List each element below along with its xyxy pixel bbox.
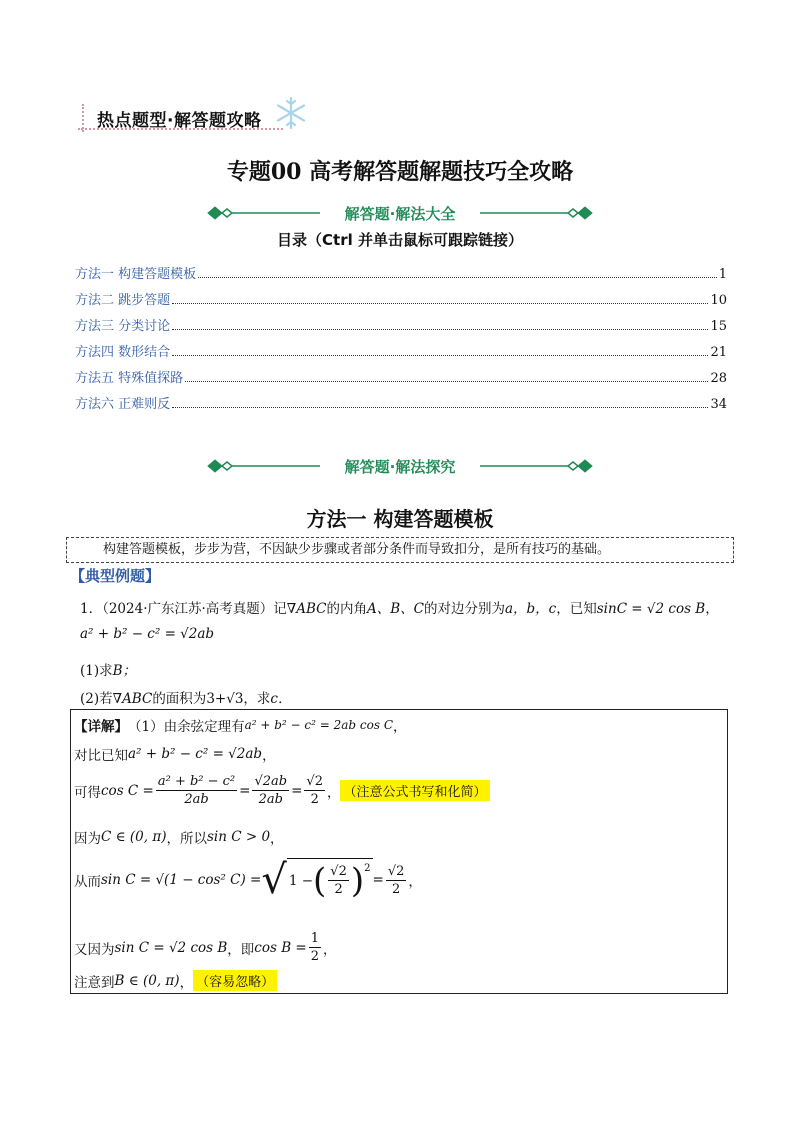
frac-den: 2 xyxy=(310,792,319,807)
q-text: 记 xyxy=(273,601,287,617)
question-part-2: (2)若∇ABC的面积为3+√3，求c． xyxy=(80,691,292,707)
fraction xyxy=(328,863,349,898)
snowflake-icon xyxy=(273,95,309,131)
q-text: (2)若 xyxy=(80,691,113,707)
intro-box xyxy=(66,537,734,563)
sol-formula: sin C > 0 xyxy=(206,829,271,845)
q-text: (1)求 xyxy=(80,663,113,679)
q-var: ABC xyxy=(296,601,327,617)
solution-line-1: 【详解】 （1）由余弦定理有 a² + b² − c² = 2ab cos C ， xyxy=(74,715,407,735)
solution-line-7: 注意到 B ∈ (0, π) ， （容易忽略） xyxy=(74,970,277,991)
toc-item-method4[interactable] xyxy=(75,334,727,360)
radical-sign: √ xyxy=(261,857,287,903)
sol-formula: a² + b² − c² = √2ab xyxy=(128,746,263,762)
question-line-1: 1．（2024·广东江苏·高考真题）记∇ABC的内角A、B、C的对边分别为a，b，c，已知sinC = √2 cos B， xyxy=(80,601,719,617)
q-formula: a² + b² − c² = √2ab xyxy=(80,626,215,642)
header-underline xyxy=(78,128,283,130)
frac-num: 1 xyxy=(310,931,319,946)
toc-title: 目录（Ctrl 并单击鼠标可跟踪链接） xyxy=(277,231,523,249)
sol-text: ，所以 xyxy=(166,831,207,847)
sqrt-inner xyxy=(287,858,373,902)
banner-text: 解答题·解法探究 xyxy=(344,458,456,476)
sol-formula: sin C = √(1 − cos² C) = xyxy=(101,872,262,888)
frac-den: 2 xyxy=(391,881,401,897)
fraction xyxy=(309,930,321,965)
paren: ( xyxy=(313,860,327,901)
sol-formula: sin C = √2 cos B xyxy=(114,939,228,956)
q-var: c． xyxy=(270,691,292,707)
sol-formula: 1 − xyxy=(288,872,314,889)
toc-label[interactable]: 方法六 正难则反 xyxy=(75,397,171,412)
toc-item-method1[interactable] xyxy=(75,256,727,282)
sol-formula: cos B = xyxy=(254,939,307,956)
sol-text: 注意到 xyxy=(74,974,115,991)
toc-leader xyxy=(172,355,708,356)
toc-page: 15 xyxy=(710,319,727,334)
fraction xyxy=(304,773,325,808)
sol-formula: C ∈ (0, π) xyxy=(101,829,167,845)
typical-examples-label: 【典型例题】 xyxy=(70,567,161,585)
solution-label: 【详解】 xyxy=(74,719,128,735)
toc-leader xyxy=(185,381,708,382)
q-var: B； xyxy=(112,663,137,679)
intro-text: 构建答题模板，步步为营，不因缺少步骤或者部分条件而导致扣分，是所有技巧的基础。 xyxy=(103,542,611,557)
toc-label[interactable]: 方法五 特殊值探路 xyxy=(75,371,184,386)
toc-leader xyxy=(172,303,708,304)
toc-label[interactable]: 方法一 构建答题模板 xyxy=(75,267,197,282)
sol-text: 从而 xyxy=(74,874,101,890)
toc-item-method6[interactable] xyxy=(75,386,727,412)
question-line-2 xyxy=(80,626,214,642)
section-title: 方法一 构建答题模板 xyxy=(306,507,494,531)
question-number: 1． xyxy=(80,601,103,617)
question-source: （2024·广东江苏·高考真题） xyxy=(102,601,274,617)
sol-text: 又因为 xyxy=(74,941,115,958)
solution-line-3: 可得 cos C = $\frac{\text{a² + b² − c²}}{2ab}$ = $\frac{√2ab}{2ab}$ = $\frac{√2}{2}$ ， （注意公式书写和化简） xyxy=(74,773,490,808)
frac-num: √2 xyxy=(387,863,405,879)
toc-label[interactable]: 方法四 数形结合 xyxy=(75,345,171,360)
toc-page: 10 xyxy=(710,293,727,308)
q-text: 的内角 xyxy=(326,601,367,617)
q-var: ABC xyxy=(122,691,153,707)
toc-item-method5[interactable] xyxy=(75,360,727,386)
section-banner-methods xyxy=(200,201,600,225)
q-formula: sinC = √2 cos B xyxy=(596,601,706,617)
sol-text: （1）由余弦定理有 xyxy=(128,719,245,735)
toc-label[interactable]: 方法二 跳步答题 xyxy=(75,293,171,308)
solution-line-2: 对比已知 a² + b² − c² = √2ab ， xyxy=(74,746,276,764)
frac-num: √2ab xyxy=(254,774,288,789)
frac-num: √2 xyxy=(306,774,323,789)
fraction xyxy=(156,773,237,808)
sol-text: 对比已知 xyxy=(74,748,128,764)
q-text: ，已知 xyxy=(556,601,597,617)
frac-den: 2 xyxy=(334,882,343,897)
sol-text: 可得 xyxy=(74,784,101,801)
frac-den: 2ab xyxy=(258,792,283,807)
fraction xyxy=(252,773,289,808)
highlight-note: （容易忽略） xyxy=(193,970,277,991)
sol-formula: B ∈ (0, π) xyxy=(114,972,180,989)
frac-den: 2 xyxy=(310,949,319,964)
q-text: 的面积为 xyxy=(152,691,207,707)
banner-text: 解答题·解法大全 xyxy=(344,205,456,223)
q-text: 的对边分别为 xyxy=(423,601,505,617)
sol-formula: a² + b² − c² = 2ab cos C xyxy=(244,718,394,732)
exponent: 2 xyxy=(364,863,371,874)
sol-formula: cos C = xyxy=(101,782,154,799)
toc-page: 28 xyxy=(710,371,727,386)
question-part-1 xyxy=(80,659,136,679)
frac-den: 2ab xyxy=(184,792,209,807)
q-text: ，求 xyxy=(243,691,271,707)
toc-page: 1 xyxy=(718,267,727,282)
section-banner-explore xyxy=(200,454,600,478)
solution-line-5: 从而 sin C = √(1 − cos² C) = √ 1 − ( $\frac{√2}{2}$ ) $^2$ = $\frac{√2}{2}$ ， xyxy=(74,857,422,903)
sol-text: ，即 xyxy=(227,941,255,958)
sol-text: 因为 xyxy=(74,831,101,847)
page-title: 专题00 高考解答题解题技巧全攻略 xyxy=(226,159,574,185)
paren: ) xyxy=(350,860,365,901)
toc-page: 34 xyxy=(710,397,727,412)
solution-line-6: 又因为 sin C = √2 cos B ，即 cos B = $\frac{1}{2}$ ， xyxy=(74,931,337,964)
toc-label[interactable]: 方法三 分类讨论 xyxy=(75,319,171,334)
toc-leader xyxy=(198,277,717,278)
q-var: a，b，c xyxy=(504,601,557,617)
q-formula: 3+√3 xyxy=(206,691,244,707)
q-var: A、B、C xyxy=(366,601,424,617)
table-of-contents xyxy=(75,256,727,412)
highlight-note: （注意公式书写和化简） xyxy=(340,780,489,801)
toc-leader xyxy=(172,329,708,330)
fraction xyxy=(386,863,407,898)
sqrt-expression xyxy=(261,858,372,902)
header-label: 热点题型·解答题攻略 xyxy=(97,111,262,131)
frac-num: a² + b² − c² xyxy=(157,774,236,789)
toc-leader xyxy=(172,407,708,408)
toc-item-method3[interactable] xyxy=(75,308,727,334)
frac-num: √2 xyxy=(330,864,347,879)
toc-page: 21 xyxy=(710,345,727,360)
toc-item-method2[interactable] xyxy=(75,282,727,308)
solution-line-4: 因为 C ∈ (0, π) ，所以 sin C > 0 ， xyxy=(74,829,284,847)
